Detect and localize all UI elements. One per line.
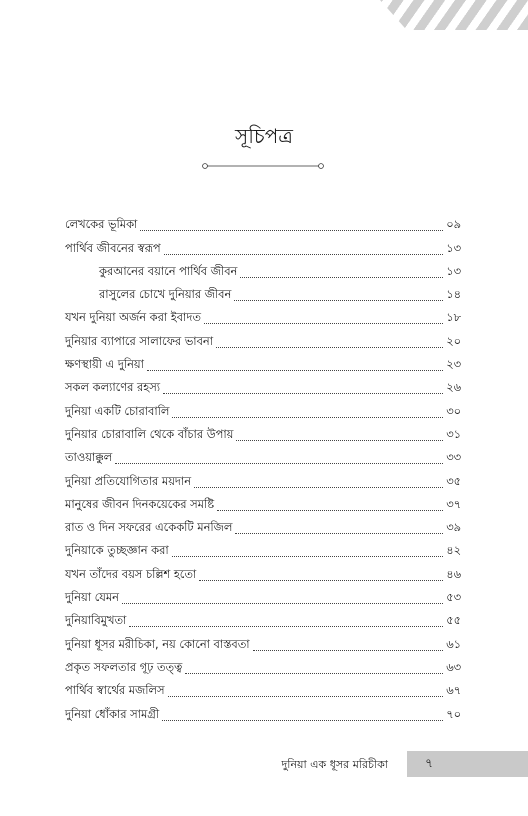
toc-entry-page: ৫৫ [446, 613, 461, 628]
toc-entry [65, 585, 461, 608]
toc-entry-title: তাওয়াক্কুল [65, 450, 113, 465]
running-book-title: দুনিয়া এক ধূসর মরিচীকা [281, 758, 388, 771]
toc-entry-page: ২০ [446, 333, 461, 348]
toc-entry-title: লেখকের ভূমিকা [65, 217, 138, 232]
toc-entry [65, 352, 461, 375]
dot-leader [162, 720, 443, 721]
toc-entry-title: দুনিয়াকে তুচ্ছজ্ঞান করা [65, 543, 169, 558]
toc-entry-title: রাত ও দিন সফরের একেকটি মনজিল [65, 520, 233, 535]
toc-subentry [65, 282, 461, 305]
toc-entry [65, 561, 461, 584]
toc-entry-page: ৬৩ [446, 659, 461, 674]
toc-entry-title: দুনিয়া প্রতিযোগিতার ময়দান [65, 473, 192, 488]
toc-entry-title: দুনিয়া ধূসর মরীচিকা, নয় কোনো বাস্তবতা [65, 636, 250, 651]
toc-entry-page: ৫৩ [446, 590, 461, 605]
toc-entry [65, 631, 461, 654]
dot-leader [168, 696, 444, 697]
dot-leader [235, 533, 443, 534]
toc-entry-page: ১৩ [446, 263, 461, 278]
toc-entry [65, 422, 461, 445]
toc-entry [65, 235, 461, 258]
toc-entry-page: ৬১ [446, 636, 461, 651]
dot-leader [236, 440, 443, 441]
toc-entry-page: ০৯ [446, 217, 461, 232]
page-number: ৭ [425, 756, 433, 770]
toc-entry [65, 655, 461, 678]
toc-entry-title: দুনিয়া একটি চোরাবালি [65, 403, 170, 418]
toc-entry-title: রাসুলের চোখে দুনিয়ার জীবন [99, 287, 232, 302]
dot-leader [204, 323, 443, 324]
toc-entry [65, 375, 461, 398]
toc-entry [65, 515, 461, 538]
dot-leader [240, 277, 443, 278]
toc-entry-page: ১৮ [446, 310, 461, 325]
toc-entry-title: যখন দুনিয়া অর্জন করা ইবাদত [65, 310, 201, 325]
toc-entry-page: ৪২ [446, 543, 461, 558]
dot-leader [216, 347, 443, 348]
toc-entry [65, 305, 461, 328]
dot-leader [199, 580, 443, 581]
dot-leader [122, 603, 443, 604]
dot-leader [185, 673, 443, 674]
toc-entry-title: কুরআনের বয়ানে পার্থিব জীবন [99, 263, 238, 278]
toc-entry-page: ২৩ [446, 357, 461, 372]
toc-entry-title: ক্ষণস্থায়ী এ দুনিয়া [65, 357, 144, 372]
toc-entry [65, 398, 461, 421]
toc-entry-page: ৩৩ [446, 450, 461, 465]
dot-leader [217, 510, 443, 511]
dot-leader [147, 370, 443, 371]
toc-entry-page: ২৬ [446, 380, 461, 395]
toc-entry [65, 468, 461, 491]
toc-entry-title: দুনিয়া যেমন [65, 590, 119, 605]
toc-entry [65, 492, 461, 515]
page-title: সূচিপত্র [235, 124, 293, 148]
toc-entry [65, 328, 461, 351]
page-number-box [407, 751, 528, 777]
toc-entry-title: দুনিয়ার ব্যাপারে সালাফের ভাবনা [65, 333, 214, 348]
toc-entry-title: মানুষের জীবন দিনকয়েকের সমষ্টি [65, 496, 215, 511]
toc-entry-title: দুনিয়ার চোরাবালি থেকে বাঁচার উপায় [65, 426, 234, 441]
dot-leader [163, 393, 443, 394]
toc-entry-title: যখন তাঁদের বয়স চল্লিশ হতো [65, 566, 197, 581]
toc-entry [65, 212, 461, 235]
toc-entry [65, 701, 461, 724]
toc-entry [65, 538, 461, 561]
toc-entry-page: ১৩ [446, 240, 461, 255]
table-of-contents [65, 212, 461, 725]
toc-entry-title: দুনিয়া ধোঁকার সামগ্রী [65, 706, 160, 721]
dot-leader [140, 230, 443, 231]
toc-entry-page: ৩১ [446, 426, 461, 441]
toc-entry-page: ৩০ [446, 403, 461, 418]
toc-entry-page: ৭০ [446, 706, 461, 721]
page-footer [0, 751, 528, 777]
toc-entry-title: সকল কল্যাণের রহস্য [65, 380, 161, 395]
toc-entry-page: ১৪ [446, 287, 461, 302]
dot-leader [172, 556, 443, 557]
toc-entry-title: পার্থিব জীবনের স্বরূপ [65, 240, 161, 255]
dot-leader [253, 650, 444, 651]
toc-entry [65, 678, 461, 701]
dot-leader [234, 300, 443, 301]
toc-subentry [65, 259, 461, 282]
toc-entry-page: ৬৭ [446, 683, 461, 698]
dot-leader [172, 417, 443, 418]
title-divider-ornament [201, 160, 325, 172]
toc-entry-title: দুনিয়াবিমুখতা [65, 613, 127, 628]
dot-leader [129, 626, 443, 627]
toc-entry-page: ৩৫ [446, 473, 461, 488]
dot-leader [164, 254, 444, 255]
toc-entry-page: ৩৭ [446, 496, 461, 511]
toc-entry-page: ৪৬ [446, 566, 461, 581]
toc-entry-page: ৩৯ [446, 520, 461, 535]
toc-entry [65, 445, 461, 468]
dot-leader [115, 463, 443, 464]
toc-entry-title: পার্থিব স্বার্থের মজলিস [65, 683, 165, 698]
toc-entry-title: প্রকৃত সফলতার গূঢ় তত্ত্ব [65, 659, 183, 674]
dot-leader [194, 487, 443, 488]
corner-stripes-decoration [380, 0, 528, 30]
toc-entry [65, 608, 461, 631]
